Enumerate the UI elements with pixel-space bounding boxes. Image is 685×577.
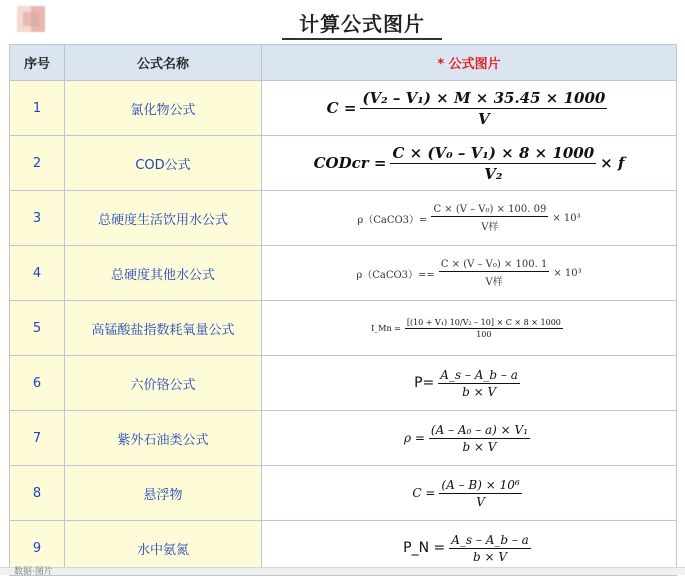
row-formula-name: 高锰酸盐指数耗氧量公式 xyxy=(65,301,262,356)
formula-image-cell xyxy=(262,191,677,246)
row-formula-name: 水中氨氮 xyxy=(65,521,262,576)
row-index: 8 xyxy=(10,466,65,521)
formula-image-cell xyxy=(262,301,677,356)
row-formula-name: 紫外石油类公式 xyxy=(65,411,262,466)
table-row xyxy=(10,191,677,246)
formula-image-cell xyxy=(262,356,677,411)
row-index: 1 xyxy=(10,81,65,136)
table-row xyxy=(10,466,677,521)
table-row xyxy=(10,356,677,411)
row-formula-name: COD公式 xyxy=(65,136,262,191)
formula-image: ρ（CaCO3）== $\frac{\text{C × (V – V₀) × 100. 1}}{\text{V样}}$ × 10³ xyxy=(356,258,582,288)
formula-image: ρ = $\frac{\text{(A – A₀ – a) × V₁}}{b \times V}$ xyxy=(403,422,528,454)
table-row xyxy=(10,81,677,136)
row-index: 9 xyxy=(10,521,65,576)
formula-image: P= $\frac{A\_s - A\_b - a}{b \times V}$ xyxy=(414,367,518,399)
row-formula-name: 氯化物公式 xyxy=(65,81,262,136)
row-index: 3 xyxy=(10,191,65,246)
formula-image: I_Mn = $\frac{\text{[(10 + V₁) 10/V₂ – 10] × C × 8 × 1000}}{100}$ xyxy=(371,317,561,339)
row-formula-name: 总硬度其他水公式 xyxy=(65,246,262,301)
table-row xyxy=(10,136,677,191)
row-index: 5 xyxy=(10,301,65,356)
row-index: 7 xyxy=(10,411,65,466)
formula-image-cell xyxy=(262,466,677,521)
formula-image-cell xyxy=(262,81,677,136)
row-formula-name: 悬浮物 xyxy=(65,466,262,521)
table-row xyxy=(10,246,677,301)
formula-table xyxy=(9,44,677,576)
formula-image: P_N = $\frac{A\_s - A\_b - a}{b \times V}$ xyxy=(403,532,529,564)
formula-image-cell xyxy=(262,411,677,466)
table-header-row xyxy=(10,45,677,81)
page-title: 计算公式图片 xyxy=(282,8,442,40)
column-header-image: * 公式图片 xyxy=(262,45,677,81)
bottom-tab-label[interactable]: 数据·图片 xyxy=(14,567,53,577)
formula-image: ρ（CaCO3）= $\frac{\text{C × (V – V₀) × 100. 09}}{\text{V样}}$ × 10³ xyxy=(357,203,581,233)
row-index: 4 xyxy=(10,246,65,301)
row-formula-name: 六价铬公式 xyxy=(65,356,262,411)
formula-image-cell xyxy=(262,246,677,301)
formula-image: C = $\frac{\text{(V₂ – V₁) × M × 35.45 × 1000}}{V}$ xyxy=(326,88,606,128)
formula-image: CODcr = $\frac{\text{C × (V₀ – V₁) × 8 × 1000}}{\text{V₂}}$ × f xyxy=(313,143,625,183)
row-formula-name: 总硬度生活饮用水公式 xyxy=(65,191,262,246)
column-header-index: 序号 xyxy=(10,45,65,81)
logo-image xyxy=(17,6,45,32)
formula-image-cell xyxy=(262,136,677,191)
row-index: 2 xyxy=(10,136,65,191)
row-index: 6 xyxy=(10,356,65,411)
table-row xyxy=(10,301,677,356)
formula-image: C = $\frac{\text{(A – B) × 10⁶}}{V}$ xyxy=(412,477,520,509)
column-header-name: 公式名称 xyxy=(65,45,262,81)
table-row xyxy=(10,411,677,466)
